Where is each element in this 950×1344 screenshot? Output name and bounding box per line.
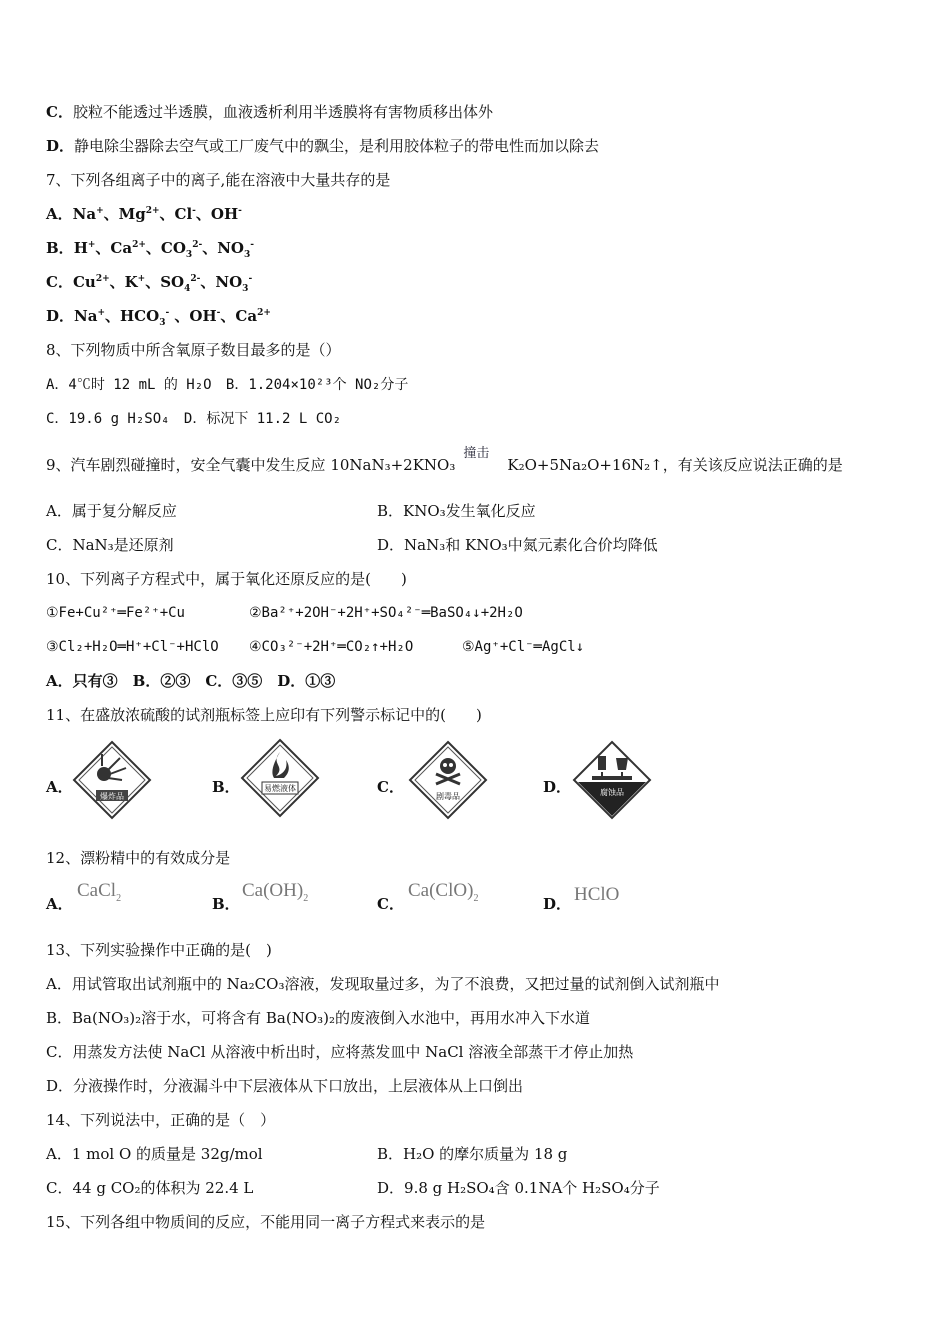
q11-option-b: B．	[212, 778, 240, 796]
q10-eq-5: ⑤Ag⁺+Cl⁻═AgCl↓	[462, 639, 585, 655]
q8-option-b: B．1.204×10²³个 NO₂分子	[225, 377, 409, 393]
q8-option-c: C．19.6 g H₂SO₄	[46, 411, 170, 427]
q7-option-c: C．$Cu^{2+}$、K+、$SO_4^{2-}$、$NO_3^-$	[46, 273, 253, 294]
q12-formula-c: $Ca(ClO)_2$	[408, 880, 479, 904]
q7-stem: 7、下列各组离子中的离子,能在溶液中大量共存的是	[46, 171, 391, 189]
q9-stem: 9、汽车剧烈碰撞时，安全气囊中发生反应 10NaN₃+2KNO₃ 撞击 K₂O+5Na₂O+16N₂↑，有关该反应说法正确的是	[46, 446, 843, 474]
q10-stem: 10、下列离子方程式中，属于氧化还原反应的是( )	[46, 570, 407, 588]
q9-option-c: C．NaN₃是还原剂	[46, 536, 174, 554]
q8-options-cd	[46, 408, 341, 429]
q9-option-b: B．KNO₃发生氧化反应	[377, 502, 536, 520]
q7-option-b: B．H+、$Ca^{2+}$、$CO_3^{2-}$、$NO_3^-$	[46, 239, 254, 260]
q10-eq-2: ②Ba²⁺+2OH⁻+2H⁺+SO₄²⁻═BaSO₄↓+2H₂O	[249, 605, 523, 621]
q6-option-d: D．静电除尘器除去空气或工厂废气中的飘尘，是利用胶体粒子的带电性而加以除去	[46, 137, 600, 155]
q7-option-a: A．Na+、$Mg^{2+}$、Cl-、OH-	[46, 205, 242, 223]
q13-option-b: B．Ba(NO₃)₂溶于水，可将含有 Ba(NO₃)₂的废液倒入水池中，再用水冲入下水道	[46, 1009, 591, 1027]
explosive-hazard-sign	[72, 740, 152, 820]
sign-d-label: 腐蚀品	[600, 788, 624, 797]
q8-stem: 8、下列物质中所含氧原子数目最多的是（）	[46, 341, 341, 359]
q7-option-d: D．Na+、$HCO_3^-$ 、OH-、$Ca^{2+}$	[46, 307, 271, 328]
q15-stem: 15、下列各组中物质间的反应，不能用同一离子方程式来表示的是	[46, 1213, 486, 1231]
q13-option-d: D．分液操作时，分液漏斗中下层液体从下口放出，上层液体从上口倒出	[46, 1077, 524, 1095]
q12-option-b: B．	[212, 895, 240, 913]
q8-option-d: D．标况下 11.2 L CO₂	[183, 411, 342, 427]
flammable-liquid-hazard-sign	[240, 738, 320, 818]
q13-option-c: C．用蒸发方法使 NaCl 从溶液中析出时，应将蒸发皿中 NaCl 溶液全部蒸干才停止加热	[46, 1043, 634, 1061]
q12-formula-a: CaCl$_2$	[77, 880, 122, 904]
q14-option-b: B．H₂O 的摩尔质量为 18 g	[377, 1145, 568, 1163]
q9-option-a: A．属于复分解反应	[46, 502, 177, 520]
q14-option-d: D．9.8 g H₂SO₄含 0.1NA个 H₂SO₄分子	[377, 1179, 660, 1197]
q6-option-c: C．胶粒不能透过半透膜，血液透析利用半透膜将有害物质移出体外	[46, 103, 493, 121]
q11-option-d: D．	[543, 778, 572, 796]
q12-formula-d: HClO	[574, 884, 620, 905]
corrosive-hazard-sign	[572, 740, 652, 820]
q12-option-a: A．	[46, 895, 73, 913]
q13-option-a: A．用试管取出试剂瓶中的 Na₂CO₃溶液，发现取量过多，为了不浪费，又把过量的试剂倒入试剂瓶中	[46, 975, 720, 993]
q10-eq-4: ④CO₃²⁻+2H⁺═CO₂↑+H₂O	[249, 639, 414, 655]
q12-option-c: C．	[377, 895, 404, 913]
sign-b-label: 易燃液体	[264, 784, 296, 793]
q14-stem: 14、下列说法中，正确的是（ ）	[46, 1111, 276, 1129]
sign-c-label: 剧毒品	[436, 792, 460, 801]
toxic-hazard-sign	[408, 740, 488, 820]
q9-option-d: D．NaN₃和 KNO₃中氮元素化合价均降低	[377, 536, 658, 554]
q14-option-a: A．1 mol O 的质量是 32g/mol	[46, 1145, 263, 1163]
q12-formula-b: $Ca(OH)_2$	[242, 880, 309, 904]
q12-option-d: D．	[543, 895, 572, 913]
q10-eq-3: ③Cl₂+H₂O═H⁺+Cl⁻+HClO	[46, 639, 219, 655]
q11-option-c: C．	[377, 778, 404, 796]
sign-a-label: 爆炸品	[100, 792, 124, 801]
q8-options-ab	[46, 374, 408, 395]
q8-option-a: A．4℃时 12 mL 的 H₂O	[46, 377, 212, 393]
q10-eq-1: ①Fe+Cu²⁺═Fe²⁺+Cu	[46, 605, 185, 621]
q10-options: A．只有③ B．②③ C．③⑤ D．①③	[46, 672, 336, 690]
q11-stem: 11、在盛放浓硫酸的试剂瓶标签上应印有下列警示标记中的( )	[46, 706, 482, 724]
q12-stem: 12、漂粉精中的有效成分是	[46, 849, 231, 867]
q13-stem: 13、下列实验操作中正确的是( )	[46, 941, 272, 959]
q14-option-c: C．44 g CO₂的体积为 22.4 L	[46, 1179, 254, 1197]
q11-option-a: A．	[46, 778, 73, 796]
